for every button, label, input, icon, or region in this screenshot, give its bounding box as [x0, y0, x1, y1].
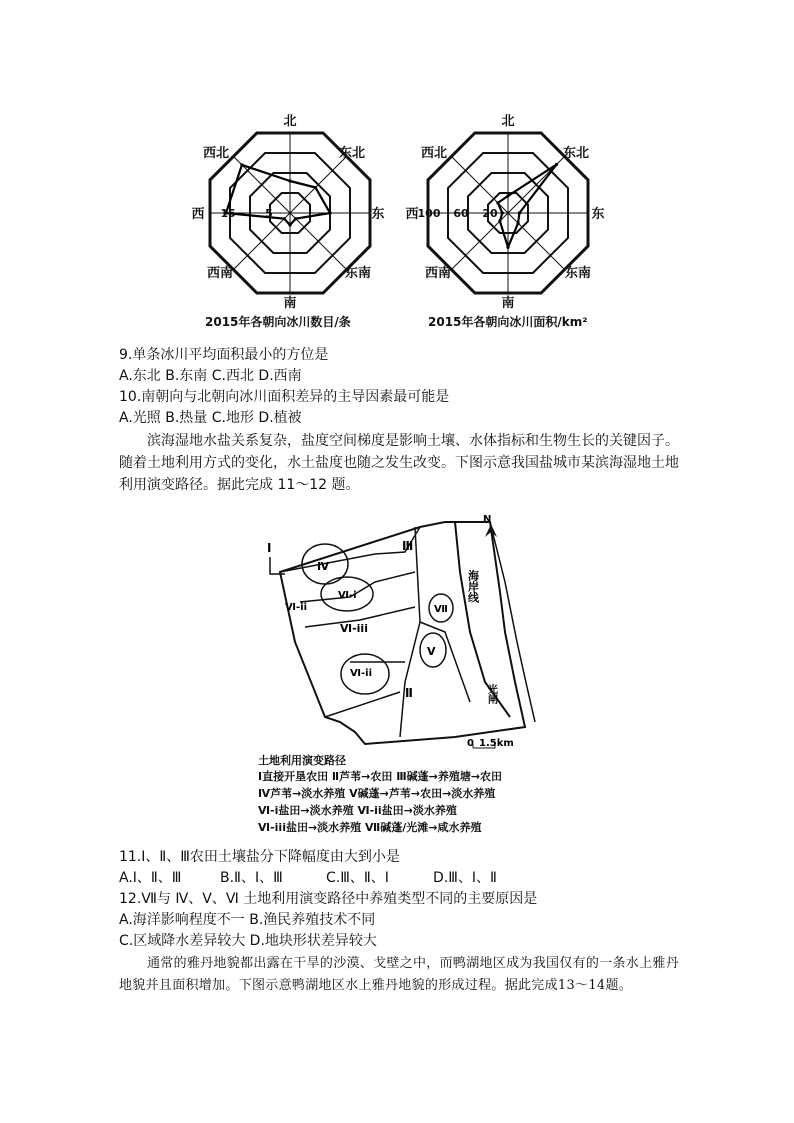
radar2-dir-W: 西 [405, 207, 419, 222]
radar2-tick-100: 100 [417, 207, 441, 220]
question-12-options-ab: A.海洋影响程度不一 B.渔民养殖技术不同 [119, 912, 376, 928]
radar2-tick-60: 60 [453, 207, 469, 220]
radar1-point-南 [288, 223, 291, 226]
radar1-dir-NE: 东北 [338, 146, 366, 161]
question-10-options: A.光照 B.热量 C.地形 D.植被 [119, 410, 302, 426]
radar1-dir-SE: 东南 [344, 266, 372, 281]
radar1-dir-SW: 西南 [206, 266, 234, 281]
question-10: 10.南朝向与北朝向冰川面积差异的主导因素最可能是 [119, 389, 450, 405]
map-label-V: Ⅴ [427, 645, 436, 658]
radar1-title: 2015年各朝向冰川数目/条 [205, 315, 351, 329]
radar2-tick-20: 20 [482, 207, 498, 220]
radar2-point-南 [506, 246, 509, 249]
radar1-spoke-1 [290, 156, 347, 213]
question-11-option-d: D.Ⅲ、Ⅰ、Ⅱ [433, 870, 497, 886]
radar2-point-东南 [517, 222, 520, 225]
radar2-point-东北 [555, 163, 558, 166]
question-12: 12.Ⅶ与 Ⅳ、Ⅴ、Ⅵ 土地利用演变路径中养殖类型不同的主要原因是 [119, 891, 538, 907]
radar2-point-西南 [498, 220, 501, 223]
map-north: N [483, 514, 492, 525]
radar1-tick-15: 15 [220, 207, 236, 220]
radar-chart-glacier-count [180, 105, 410, 335]
map-label-VIii-a: Ⅵ-ii [285, 602, 307, 613]
radar2-point-西北 [496, 201, 499, 204]
legend-line-4: Ⅵ-iii盐田→淡水养殖 Ⅶ碱蓬/光滩→咸水养殖 [258, 821, 482, 834]
radar1-dir-E: 东 [371, 207, 385, 222]
radar2-dir-E: 东 [591, 207, 605, 222]
question-11-option-c: C.Ⅲ、Ⅱ、Ⅰ [326, 870, 389, 886]
legend-line-1: Ⅰ直接开垦农田 Ⅱ芦苇→农田 Ⅲ碱蓬→养殖塘→农田 [258, 770, 503, 783]
map-label-VII: Ⅶ [434, 604, 448, 615]
map-scale-zero: 0 [467, 738, 474, 749]
radar1-point-西北 [240, 163, 243, 166]
radar2-title: 2015年各朝向冰川面积/km² [428, 315, 588, 329]
radar2-dir-N: 北 [501, 114, 515, 129]
map-coast-line [445, 522, 510, 717]
question-9: 9.单条冰川平均面积最小的方位是 [119, 347, 329, 363]
radar2-point-东 [518, 211, 521, 214]
radar1-dir-S: 南 [283, 296, 297, 311]
radar2-point-北 [506, 194, 509, 197]
map-division-4 [400, 527, 420, 737]
radar1-spoke-5 [233, 213, 290, 270]
legend-line-3: Ⅵ-i盐田→淡水养殖 Ⅵ-ii盐田→淡水养殖 [258, 804, 457, 817]
radar1-tick-5: 5 [265, 207, 273, 220]
radar1-point-东南 [294, 217, 297, 220]
radar2-dir-SW: 西南 [424, 266, 452, 281]
map-scale-label: 1.5km [479, 738, 514, 749]
map-division-6 [325, 692, 400, 717]
question-9-options: A.东北 B.东南 C.西北 D.西南 [119, 368, 302, 384]
radar2-spoke-3 [508, 213, 565, 270]
radar2-dir-NW: 西北 [420, 146, 448, 161]
map-coastline-outer [490, 522, 535, 722]
legend-line-2: Ⅳ芦苇→淡水养殖 Ⅴ碱蓬→芦苇→农田→淡水养殖 [258, 787, 496, 800]
map-label-I: Ⅰ [267, 541, 272, 555]
map-coast-label: 海岸线 [466, 570, 480, 603]
map-gate-label: 光闸 [485, 684, 497, 704]
question-11-option-a: A.Ⅰ、Ⅱ、Ⅲ [119, 870, 182, 886]
map-label-VIiii: Ⅵ-iii [340, 622, 368, 635]
question-12-options-cd: C.区域降水差异较大 D.地块形状差异较大 [119, 933, 377, 949]
radar1-point-西南 [283, 217, 286, 220]
passage-yardang: 通常的雅丹地貌都出露在干旱的沙漠、戈壁之中，而鸭湖地区成为我国仅有的一条水上雅丹地貌并且面积增加。下图示意鸭湖地区水上雅丹地貌的形成过程。据此完成13～14题。 [119, 956, 680, 993]
radar2-dir-S: 南 [501, 296, 515, 311]
land-use-map [255, 512, 545, 750]
map-label-VIi: Ⅵ-i [338, 590, 357, 601]
radar2-dir-NE: 东北 [562, 146, 590, 161]
passage-wetland: 滨海湿地水盐关系复杂，盐度空间梯度是影响土壤、水体指标和生物生长的关键因子。随着土地利用方式的变化，水土盐度也随之发生改变。下图示意我国盐城市某滨海湿地土地利用演变路径。据此完成 11～12 题。 [119, 433, 679, 493]
radar1-spoke-3 [290, 213, 347, 270]
map-label-VIii-b: Ⅵ-ii [350, 668, 372, 679]
radar1-point-东 [328, 211, 331, 214]
question-11: 11.Ⅰ、Ⅱ、Ⅲ农田土壤盐分下降幅度由大到小是 [119, 849, 400, 865]
radar1-dir-W: 西 [191, 207, 205, 222]
map-label-II: Ⅱ [405, 686, 413, 700]
radar1-point-北 [288, 179, 291, 182]
legend-title: 土地利用演变路径 [258, 754, 346, 767]
map-label-IV: Ⅳ [317, 560, 330, 573]
question-11-option-b: B.Ⅱ、Ⅰ、Ⅲ [220, 870, 283, 886]
radar1-dir-N: 北 [283, 114, 297, 129]
map-label-III: Ⅲ [402, 539, 414, 553]
radar2-point-西 [501, 211, 504, 214]
radar2-dir-SE: 东南 [564, 266, 592, 281]
map-division-2 [300, 572, 415, 602]
radar1-point-东北 [314, 186, 317, 189]
radar-chart-glacier-area [398, 105, 628, 335]
radar1-dir-NW: 西北 [202, 146, 230, 161]
